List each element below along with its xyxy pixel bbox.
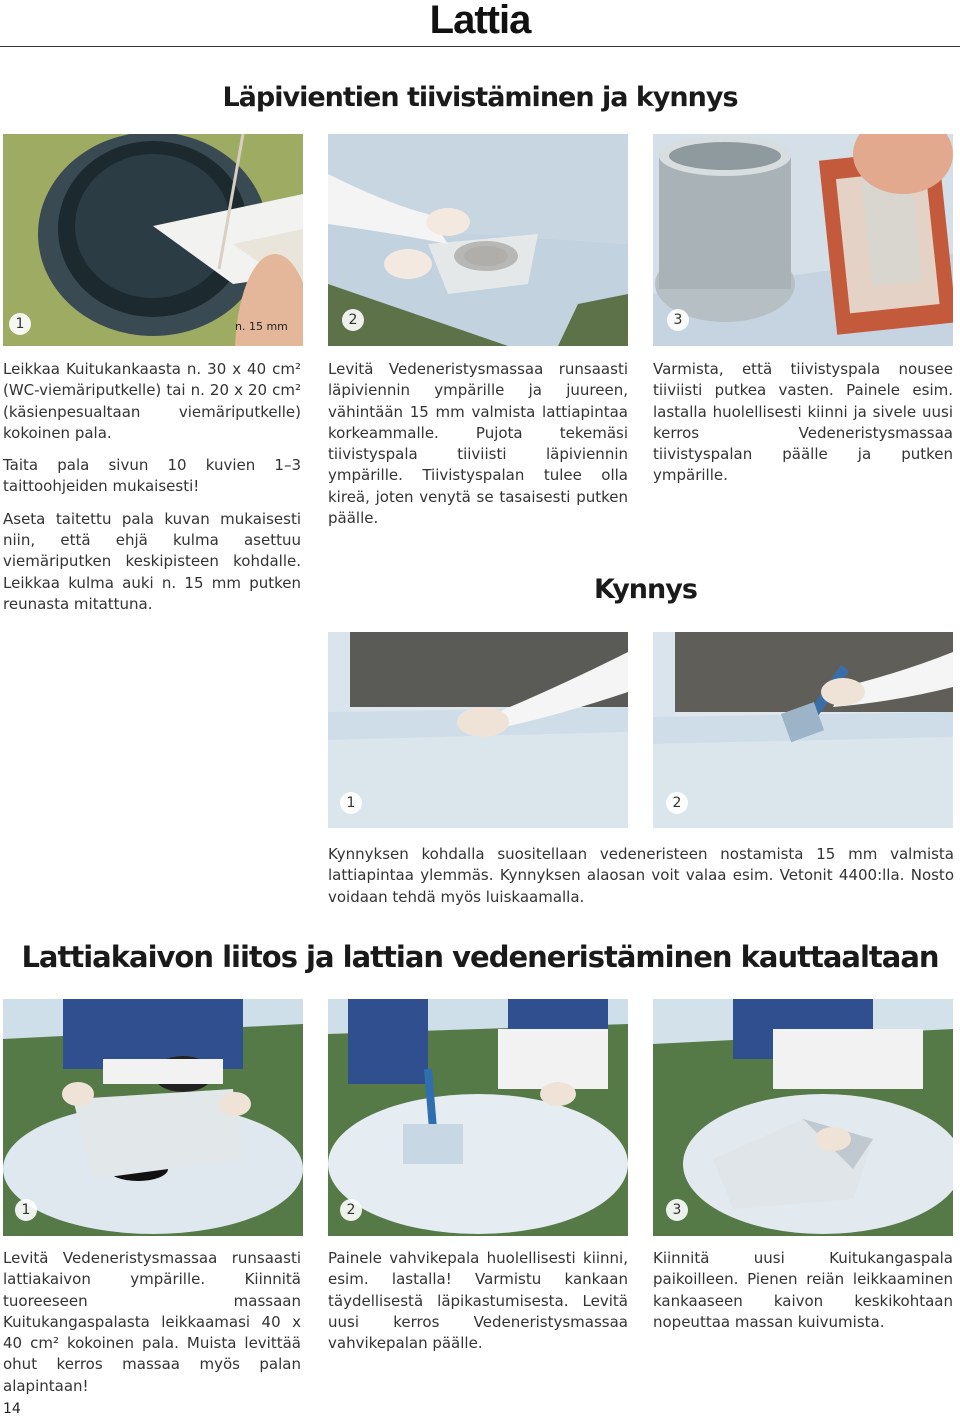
instructions-step-1 <box>3 359 301 615</box>
instructions-step-3: Varmista, että tiivistyspala nousee tiiviisti putkea vasten. Painele esim. lastalla huolellisesti kiinni ja sivele uusi kerros Vedeneristysmassaa tiivistyspalan päälle ja putken ympärille. <box>653 360 953 485</box>
instructions-step-2: Levitä Vedeneristysmassaa runsaasti läpiviennin ympärille ja juureen, vähintään 15 mm valmista lattiapintaa korkeammalle. Pujota tekemäsi tiivistyspala tiiviisti läpiviennin ympärille. Tiivistyspalan tulee olla kireä, joten venytä se tasaisesti putken päälle. <box>328 360 628 528</box>
step-badge: 2 <box>342 309 364 331</box>
section-heading-threshold: Kynnys <box>594 574 697 605</box>
paragraph: Taita pala sivun 10 kuvien 1–3 taittoohjeiden mukaisesti! <box>3 456 301 496</box>
title-rule <box>0 46 960 47</box>
section-heading-penetrations: Läpivientien tiivistäminen ja kynnys <box>222 82 738 113</box>
drain-instructions-step-3: Kiinnitä uusi Kuitukangaspala paikoilleen. Pienen reiän leikkaaminen kankaaseen kaivon keskikohtaan nopeuttaa massan kuivumista. <box>653 1249 953 1331</box>
threshold-instructions: Kynnyksen kohdalla suositellaan vedeneristeen nostamista 15 mm valmista lattiapintaa ylemmäs. Kynnyksen alaosan voit valaa esim. Vetonit 4400:lla. Nosto voidaan tehdä myös luiskaamalla. <box>328 845 954 906</box>
photo-drain-2 <box>328 999 628 1236</box>
step-badge: 3 <box>666 1199 688 1221</box>
photo-drain-3 <box>653 999 953 1236</box>
step-badge: 1 <box>15 1199 37 1221</box>
page-number: 14 <box>3 1401 21 1417</box>
drain-instructions-step-2: Painele vahvikepala huolellisesti kiinni, esim. lastalla! Varmistu kankaan täydellisestä läpikastumisesta. Levitä uusi kerros Vedeneristysmassaa vahvikepalan päälle. <box>328 1249 628 1353</box>
photo-step-1-pipe-cut <box>3 134 303 346</box>
page-title: Lattia <box>429 0 531 42</box>
step-badge: 1 <box>9 313 31 335</box>
step-badge: 2 <box>666 792 688 814</box>
step-badge: 2 <box>340 1199 362 1221</box>
step-badge: 3 <box>667 309 689 331</box>
photo-step-3-pressing-trowel <box>653 134 953 346</box>
measurement-note: n. 15 mm <box>235 320 288 333</box>
photo-threshold-2 <box>653 632 953 828</box>
step-badge: 1 <box>340 792 362 814</box>
drain-instructions-step-1: Levitä Vedeneristysmassaa runsaasti lattiakaivon ympärille. Kiinnitä tuoreeseen massaan Kuitukangaspalasta leikkaamasi 40 x 40 cm² kokoinen pala. Muista levittää ohut kerros massaa myös palan alapintaan! <box>3 1249 301 1395</box>
photo-drain-1 <box>3 999 303 1236</box>
section-heading-floor-drain: Lattiakaivon liitos ja lattian vedeneristäminen kauttaaltaan <box>21 940 939 974</box>
photo-threshold-1 <box>328 632 628 828</box>
paragraph: Aseta taitettu pala kuvan mukaisesti niin, että ehjä kulma asettuu viemäriputken keskipisteen kohdalle. Leikkaa kulma auki n. 15 mm putken reunasta mitattuna. <box>3 509 301 613</box>
photo-step-2-sealing-pipe <box>328 134 628 346</box>
paragraph: Leikkaa Kuitukankaasta n. 30 x 40 cm² (WC-viemäriputkelle) tai n. 20 x 20 cm² (käsienpesualtaan viemäriputkelle) kokoinen pala. <box>3 360 301 442</box>
